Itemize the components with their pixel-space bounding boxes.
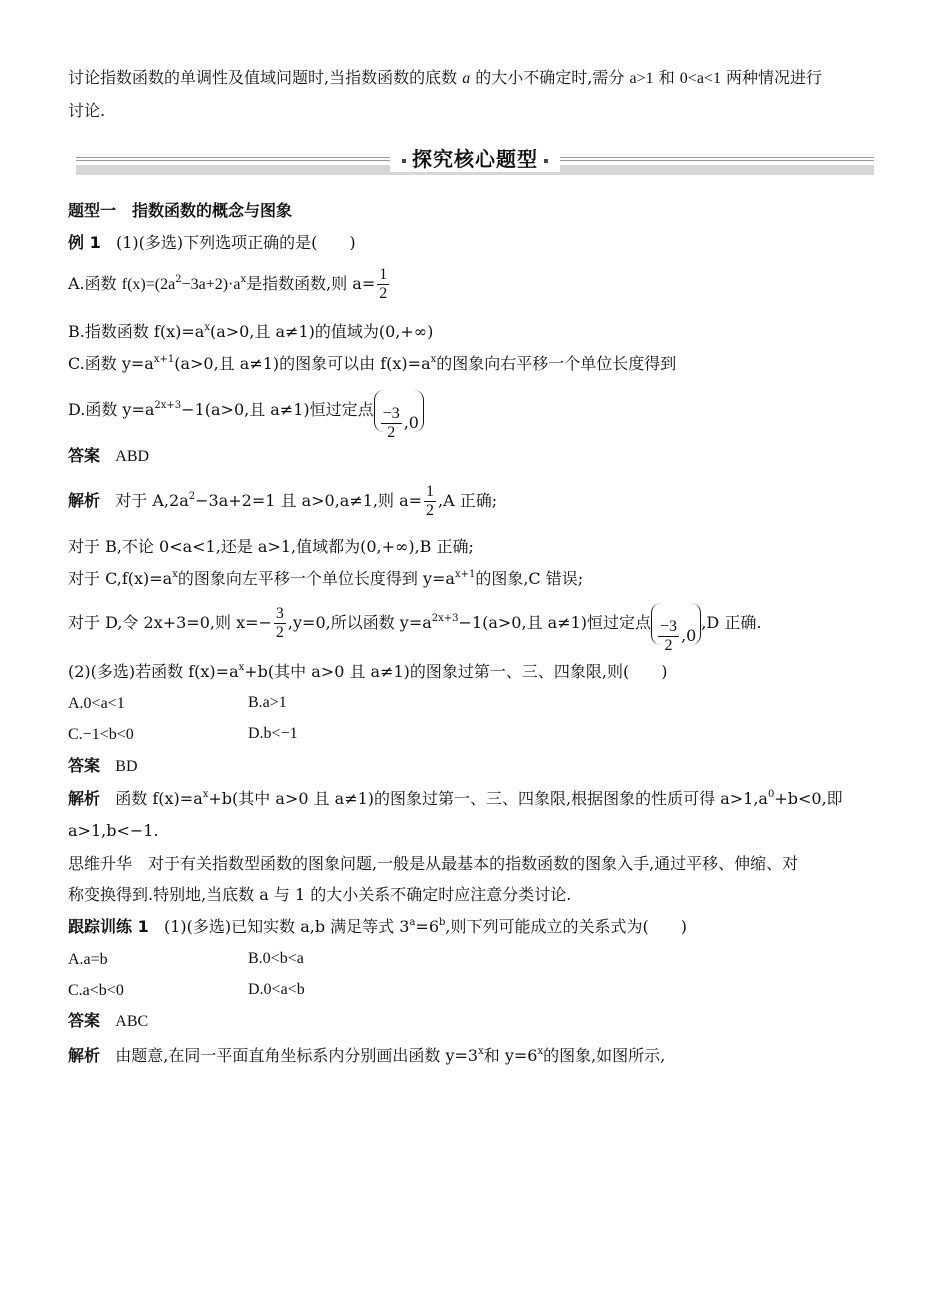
option-d: D.函数 $y=a^{2x+3}-1(a>0$,且 a≠1)恒过定点 $\frac{-3}{2}$ ,0 (68, 387, 424, 433)
option-c: C.函数 $y=a^{x+1}(a>0$,且 a≠1)的图象可以由 $f(x)=a^x$的图象向右平移一个单位长度得到 (68, 354, 677, 373)
answer-1: 答案 ABD (68, 446, 150, 465)
track-options-cd: C.a<b<0 D.0<a<b (68, 981, 305, 999)
answer-3: 答案 ABC (68, 1011, 149, 1030)
solution-2-line2: a>1,b<−1. (68, 821, 159, 840)
example-label: 例 1 (68, 233, 101, 252)
section-banner (76, 146, 874, 178)
condition-a-between: 0<a<1 (679, 70, 721, 87)
banner-dot-icon (544, 159, 548, 163)
var-a: a (462, 70, 471, 87)
example-2-options-ab: A.0<a<1 B.a>1 (68, 694, 287, 712)
intro-text: 的大小不确定时,需分 (475, 68, 625, 87)
track-training-stem: 跟踪训练 1 (1)(多选)已知实数 a,b 满足等式 $3^a=6^b$,则下列可能成立的关系式为( ) (68, 917, 687, 936)
section-title: 探究核心题型 (412, 147, 538, 171)
example-2-stem: (2)(多选)若函数 $f(x)=a^x+b$(其中 a>0 且 a≠1)的图象过第一、三、四象限,则( ) (68, 662, 668, 681)
example-2-options-cd: C.−1<b<0 D.b<−1 (68, 725, 298, 743)
point-paren: $\frac{-3}{2}$ ,0 (374, 390, 424, 432)
solution-2-line1: 解析 函数 $f(x)=a^x+b$(其中 a>0 且 a≠1)的图象过第一、三、四象限,根据图象的性质可得 $a>1,a^0+b<0$,即 (68, 789, 843, 808)
intro-line2: 讨论. (68, 101, 106, 120)
fraction-one-half: $\frac{1}{2}$ (379, 266, 388, 302)
solution-1-line4: 对于 D,令 2x+3=0,则 x=− $\frac{3}{2}$ ,y=0,所以函数 $y=a^{2x+3}-1(a>0$,且 a≠1)恒过定点 $\frac{-3}{2}$ ,0 ,D 正确. (68, 600, 761, 646)
type-heading: 题型一 指数函数的概念与图象 (68, 201, 293, 220)
solution-1-line2: 对于 B,不论 0<a<1,还是 a>1,值域都为(0,+∞),B 正确; (68, 537, 474, 556)
thinking-line1: 思维升华 对于有关指数型函数的图象问题,一般是从最基本的指数函数的图象入手,通过平移、伸缩、对 (68, 854, 799, 873)
option-a: A.函数 $f(x)=(2a^2-3a+2)\cdot a^x$是指数函数,则 a= $\frac{1}{2}$ (68, 266, 388, 302)
example-stem: (1)(多选)下列选项正确的是( ) (115, 233, 356, 252)
solution-3: 解析 由题意,在同一平面直角坐标系内分别画出函数 $y=3^x$和 $y=6^x$的图象,如图所示, (68, 1046, 666, 1065)
banner-dot-icon (402, 159, 406, 163)
intro-text: 和 (658, 68, 675, 87)
option-b: B.指数函数 $f(x)=a^x(a>0$,且 a≠1)的值域为(0,+∞) (68, 322, 434, 341)
solution-1-line3: 对于 $C,f(x)=a^x$的图象向左平移一个单位长度得到 $y=a^{x+1}$的图象,C 错误; (68, 569, 584, 588)
condition-a-gt-1: a>1 (629, 70, 654, 87)
thinking-line2: 称变换得到.特别地,当底数 a 与 1 的大小关系不确定时应注意分类讨论. (68, 885, 572, 904)
example-1-stem (68, 231, 356, 255)
intro-text: 讨论指数函数的单调性及值域问题时,当指数函数的底数 (68, 68, 458, 87)
intro-text: 两种情况进行 (726, 68, 823, 87)
answer-2: 答案 BD (68, 756, 138, 775)
solution-1-line1: 解析 对于 $A,2a^2-3a+2=1$ 且 a>0,a≠1,则 a= $\frac{1}{2}$ ,A 正确; (68, 483, 498, 519)
intro-paragraph (68, 66, 822, 91)
track-options-ab: A.a=b B.0<b<a (68, 950, 304, 968)
